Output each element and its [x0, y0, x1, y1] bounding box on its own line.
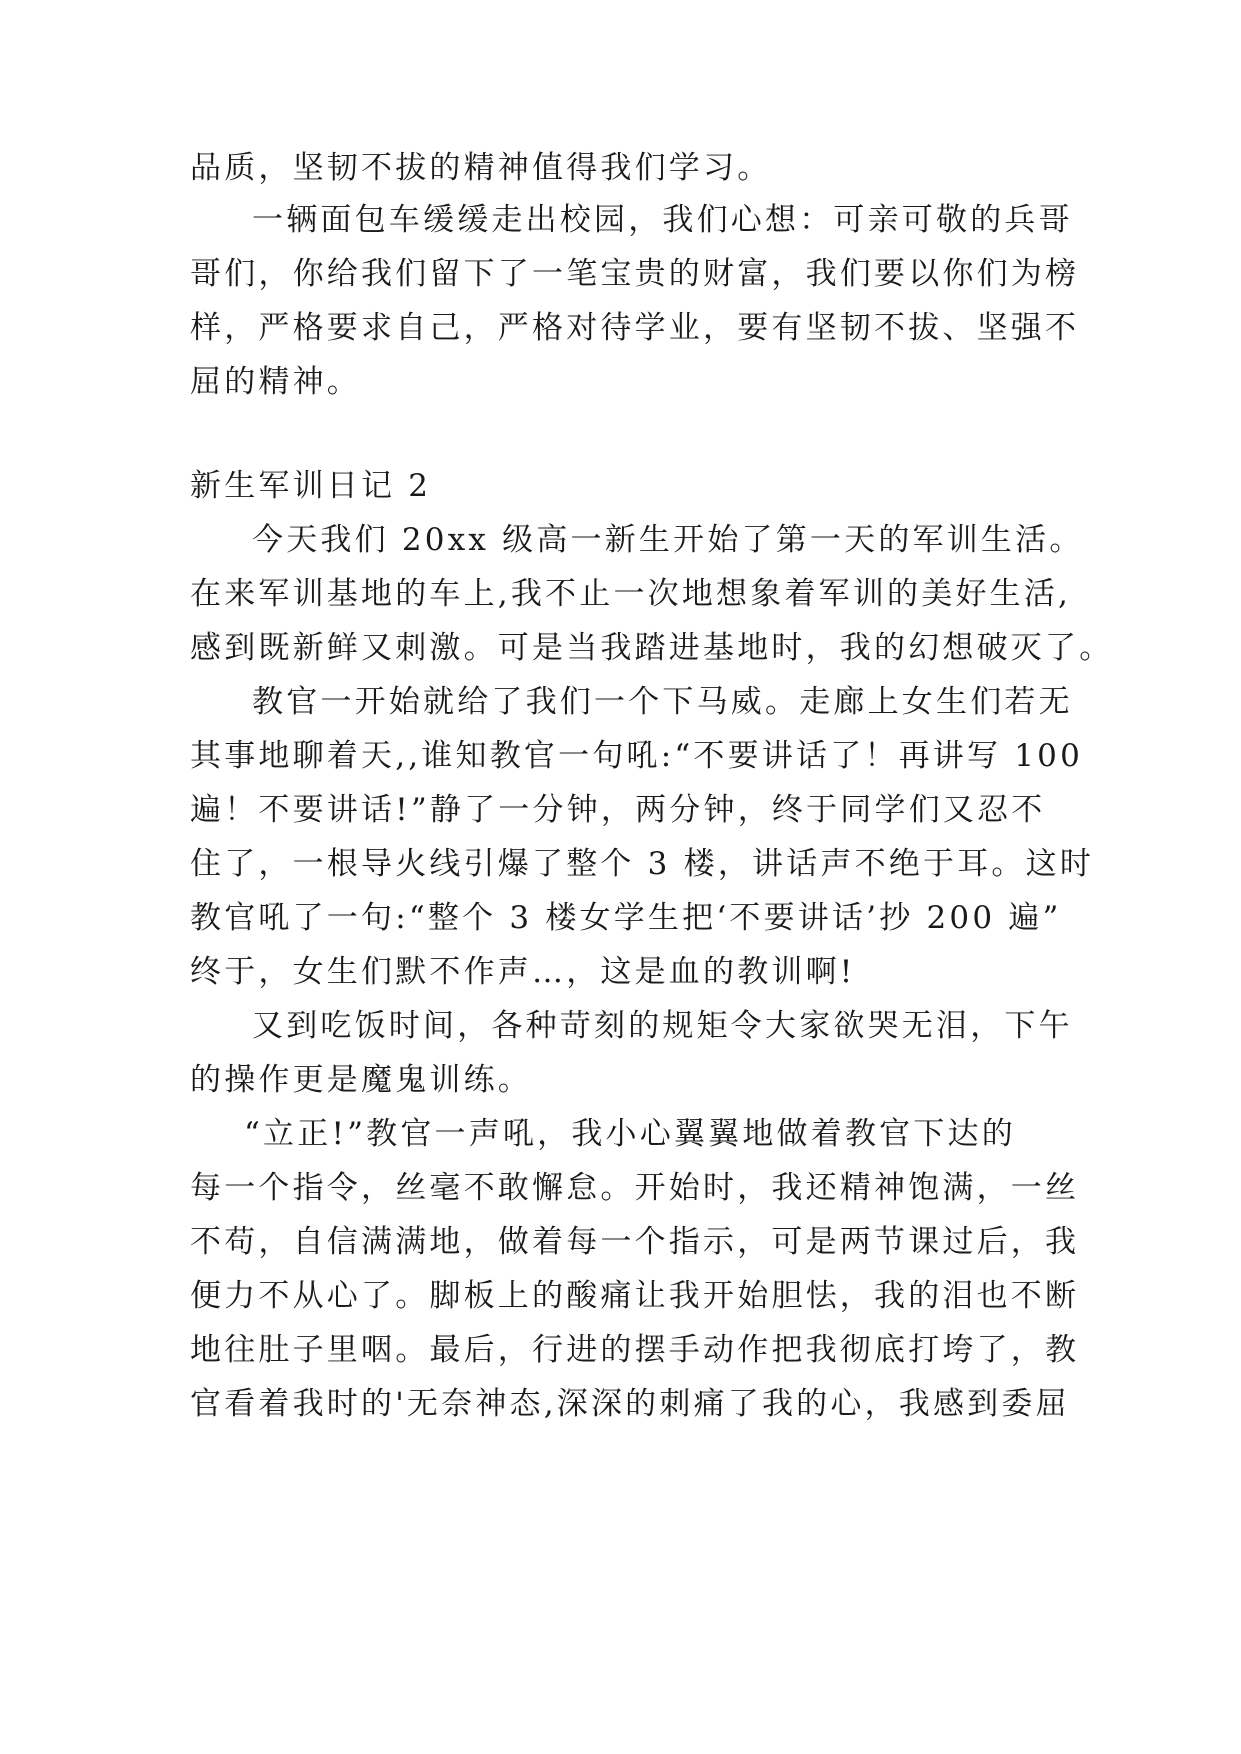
text-line: 一辆面包车缓缓走出校园，我们心想：可亲可敬的兵哥: [252, 202, 1073, 238]
text-line: 又到吃饭时间，各种苛刻的规矩令大家欲哭无泪，下午: [252, 1008, 1073, 1044]
text-line: 品质，坚韧不拔的精神值得我们学习。: [190, 150, 772, 186]
section-title: 新生军训日记 2: [190, 468, 432, 504]
text-line: 感到既新鲜又刺激。可是当我踏进基地时，我的幻想破灭了。: [190, 630, 1114, 666]
text-line: 不苟，自信满满地，做着每一个指示，可是两节课过后，我: [190, 1224, 1080, 1260]
text-line: 教官一开始就给了我们一个下马威。走廊上女生们若无: [252, 684, 1073, 720]
text-line: 其事地聊着天,,谁知教官一句吼:“不要讲话了！再讲写 100: [190, 738, 1084, 774]
text-line: 每一个指令，丝毫不敢懈怠。开始时，我还精神饱满，一丝: [190, 1170, 1080, 1206]
text-line: “立正!”教官一声吼，我小心翼翼地做着教官下达的: [244, 1116, 1016, 1152]
text-line: 终于，女生们默不作声…，这是血的教训啊!: [190, 954, 856, 990]
text-line: 的操作更是魔鬼训练。: [190, 1062, 532, 1098]
text-line: 地往肚子里咽。最后，行进的摆手动作把我彻底打垮了，教: [190, 1332, 1080, 1368]
text-line: 住了，一根导火线引爆了整个 3 楼，讲话声不绝于耳。这时: [190, 846, 1095, 882]
text-line: 哥们，你给我们留下了一笔宝贵的财富，我们要以你们为榜: [190, 256, 1080, 292]
text-line: 遍！不要讲话!”静了一分钟，两分钟，终于同学们又忍不: [190, 792, 1046, 828]
text-line: 屈的精神。: [190, 364, 361, 400]
text-line: 教官吼了一句:“整个 3 楼女学生把‘不要讲话’抄 200 遍”: [190, 900, 1062, 936]
text-line: 今天我们 20xx 级高一新生开始了第一天的军训生活。: [252, 522, 1084, 558]
text-line: 便力不从心了。脚板上的酸痛让我开始胆怯，我的泪也不断: [190, 1278, 1080, 1314]
text-line: 样，严格要求自己，严格对待学业，要有坚韧不拔、坚强不: [190, 310, 1080, 346]
text-line: 在来军训基地的车上,我不止一次地想象着军训的美好生活,: [190, 576, 1072, 612]
text-line: 官看着我时的'无奈神态,深深的刺痛了我的心，我感到委屈: [190, 1386, 1070, 1422]
